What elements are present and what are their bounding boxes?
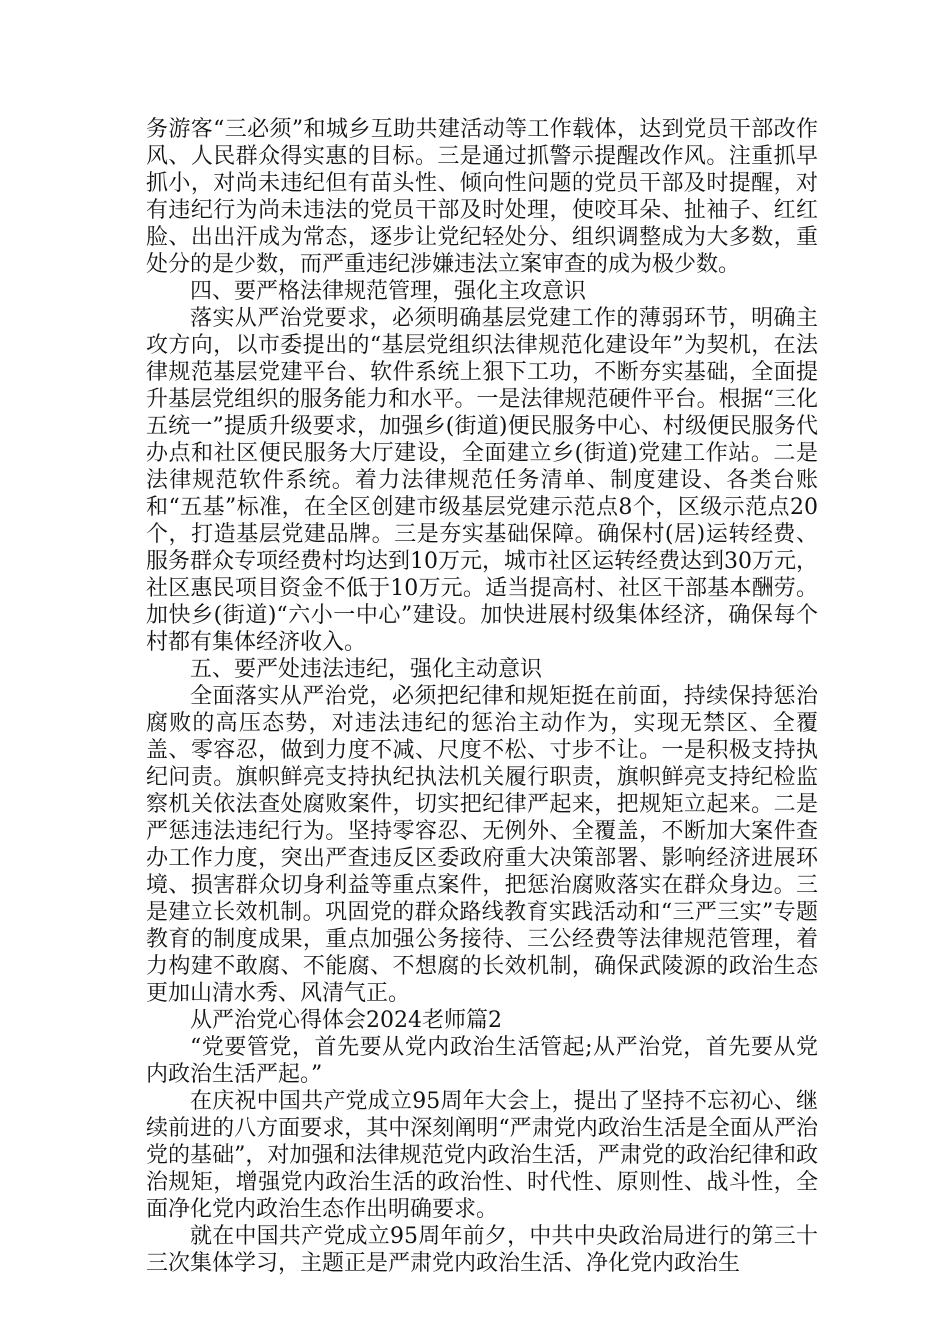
paragraph-1: 务游客“三必须”和城乡互助共建活动等工作载体，达到党员干部改作风、人民群众得实惠的目标。三是通过抓警示提醒改作风。注重抓早抓小，对尚未违纪但有苗头性、倾向性问题的党员干部及时提醒，对有违纪行为尚未违法的党员干部及时处理，使咬耳朵、扯袖子、红红脸、出出汗成为常态，逐步让党纪轻处分、组织调整成为大多数，重处分的是少数，而严重违纪涉嫌违法立案审查的成为极少数。: [146, 117, 818, 277]
paragraph-4: 在庆祝中国共产党成立95周年大会上，提出了坚持不忘初心、继续前进的八方面要求，其中深刻阐明“严肃党内政治生活是全面从严治党的基础”，对加强和法律规范党内政治生活，严肃党的政治纪律和政治规矩，增强党内政治生活的政治性、时代性、原则性、战斗性，全面净化党内政治生态作出明确要求。: [146, 1089, 818, 1222]
article-title-2: 从严治党心得体会2024老师篇2: [190, 1008, 502, 1033]
document-page: [146, 116, 818, 1277]
paragraph-2: 落实从严治党要求，必须明确基层党建工作的薄弱环节，明确主攻方向，以市委提出的“基层党组织法律规范化建设年”为契机，在法律规范基层党建平台、软件系统上狠下工功，不断夯实基础，全面提升基层党组织的服务能力和水平。一是法律规范硬件平台。根据“三化五统一”提质升级要求，加强乡(街道)便民服务中心、村级便民服务代办点和社区便民服务大厅建设，全面建立乡(街道)党建工作站。二是法律规范软件系统。着力法律规范任务清单、制度建设、各类台账和“五基”标准，在全区创建市级基层党建示范点8个，区级示范点20个，打造基层党建品牌。三是夯实基础保障。确保村(居)运转经费、服务群众专项经费村均达到10万元，城市社区运转经费达到30万元，社区惠民项目资金不低于10万元。适当提高村、社区干部基本酬劳。加快乡(街道)“六小一中心”建设。加快进展村级集体经济，确保每个村都有集体经济收入。: [146, 306, 818, 655]
paragraph-5: 就在中国共产党成立95周年前夕，中共中央政治局进行的第三十三次集体学习，主题正是严肃党内政治生活、净化党内政治生: [146, 1224, 818, 1276]
section-heading-4: 四、要严格法律规范管理，强化主攻意识: [190, 279, 587, 304]
paragraph-3: 全面落实从严治党，必须把纪律和规矩挺在前面，持续保持惩治腐败的高压态势，对违法违纪的惩治主动作为，实现无禁区、全覆盖、零容忍，做到力度不减、尺度不松、寸步不让。一是积极支持执纪问责。旗帜鲜亮支持执纪执法机关履行职责，旗帜鲜亮支持纪检监察机关依法查处腐败案件，切实把纪律严起来，把规矩立起来。二是严惩违法违纪行为。坚持零容忍、无例外、全覆盖，不断加大案件查办工作力度，突出严查违反区委政府重大决策部署、影响经济进展环境、损害群众切身利益等重点案件，把惩治腐败落实在群众身边。三是建立长效机制。巩固党的群众路线教育实践活动和“三严三实”专题教育的制度成果，重点加强公务接待、三公经费等法律规范管理，着力构建不敢腐、不能腐、不想腐的长效机制，确保武陵源的政治生态更加山清水秀、风清气正。: [146, 684, 818, 1006]
paragraph-quote: “党要管党，首先要从党内政治生活管起;从严治党，首先要从党内政治生活严起。”: [146, 1035, 818, 1087]
section-heading-5: 五、要严处违法违纪，强化主动意识: [190, 657, 543, 682]
